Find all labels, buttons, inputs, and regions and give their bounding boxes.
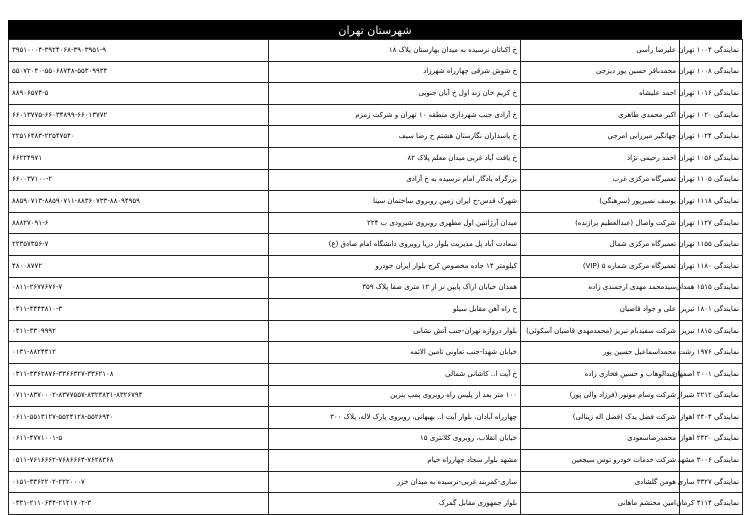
phone-cell: ۶۶۰۰۳۷۱۰۰-۲	[9, 169, 269, 191]
name-cell: امین محتشم ماهانی	[521, 493, 680, 515]
phone-cell: ۰۳۱۱-۳۳۶۲۸۷۶-۳۳۶۶۳۲۷-۳۳۶۲۱۰۸	[9, 363, 269, 385]
office-cell: نمایندگی ۱۰۲۴ تهران	[680, 126, 743, 148]
name-cell: احمد علیشاه	[521, 83, 680, 105]
name-cell: اکبر محمدی طاهری	[521, 104, 680, 126]
office-cell: نمایندگی ۲۴۲۰ اهواز	[680, 428, 743, 450]
table-row	[9, 169, 743, 191]
phone-cell: ۰۱۵۱-۳۳۶۲۲۰۲-۲۲۲۰۰۰۷	[9, 471, 269, 493]
phone-cell: ۸۸۸۲۷۰۹۱-۶	[9, 212, 269, 234]
name-cell: شرکت سفیدبام تبریز (محمدمهدی قاضیان آسکوئی)	[521, 320, 680, 342]
office-cell: نمایندگی ۱۹۷۶ رشت	[680, 342, 743, 364]
table-title	[8, 20, 742, 39]
address-cell: بلوار جمهوری مقابل گمرک	[269, 493, 521, 515]
name-cell: علی و جواد قاضیان	[521, 299, 680, 321]
table-body	[9, 40, 743, 515]
office-cell: نمایندگی ۳۰۰۶ مشهد	[680, 450, 743, 472]
address-cell: مشهد بلوار سجاد چهارراه خیام	[269, 450, 521, 472]
name-cell: تعمیرگاه مرکزی شماره ۵ (VIP)	[521, 255, 680, 277]
phone-cell: ۲۲۵۱۶۴۸۳-۲۲۵۴۷۵۴۰	[9, 126, 269, 148]
address-cell: خ کریم خان زند اول خ آبان جنوبی	[269, 83, 521, 105]
phone-cell: ۶۶۲۲۴۹۷۱	[9, 147, 269, 169]
table-row	[9, 40, 743, 62]
name-cell: تعمیرگاه مرکزی شمال	[521, 234, 680, 256]
office-cell: نمایندگی ۱۱۱۸ تهران	[680, 191, 743, 213]
phone-cell: ۵۵۰۷۲۰۴۰-۵۵۰۶۸۷۴۸-۵۵۳۰۹۹۳۴	[9, 61, 269, 83]
phone-cell: ۳۹۵۱۰۰۰۴-۳۹۲۴۰۶۸-۳۹۰۳۹۵۱-۹	[9, 40, 269, 62]
office-cell: نمایندگی ۲۴۰۴ اهواز	[680, 407, 743, 429]
address-cell: خ پاسداران نگارستان هشتم خ رضا سیف	[269, 126, 521, 148]
address-cell: خیابان انقلاب، روبروی کلانتری ۱۵	[269, 428, 521, 450]
table-row	[9, 234, 743, 256]
table-row	[9, 342, 743, 364]
phone-cell: ۸۸۵۹۰۷۱۳-۸۸۵۹۰۷۱۱-۸۸۳۶۰۷۳۳-۸۸۰۹۴۹۵۹	[9, 191, 269, 213]
name-cell: محمدرضاسعودی	[521, 428, 680, 450]
table-row	[9, 277, 743, 299]
name-cell: هومن گلشادی	[521, 471, 680, 493]
phone-cell: ۰۸۱۱-۲۶۷۷۶۷۶-۷	[9, 277, 269, 299]
address-cell: ۱۰۰ متر بعد از پلیس راه روبروی پمپ بنزین	[269, 385, 521, 407]
name-cell: محمدباقر حسین پور دیزجی	[521, 61, 680, 83]
phone-cell: ۰۴۱۱-۴۴۴۳۸۱۰-۳	[9, 299, 269, 321]
table-row	[9, 363, 743, 385]
phone-cell: ۰۶۱۱-۴۷۷۱۰۰۱-۵	[9, 428, 269, 450]
table-title-text: شهرستان تهران	[338, 24, 412, 37]
name-cell: تعمیرگاه مرکزی غرب	[521, 169, 680, 191]
table-row	[9, 428, 743, 450]
name-cell: جهانگیر میرزایی امرجی	[521, 126, 680, 148]
office-cell: نمایندگی ۱۸۰۱ تبریز	[680, 299, 743, 321]
name-cell: احمد رحیمی نژاد	[521, 147, 680, 169]
table-row	[9, 147, 743, 169]
phone-cell: ۸۸۹۰۶۵۷۴-۵	[9, 83, 269, 105]
address-cell: بلوار دروازه تهران-جنب آتش نشانی	[269, 320, 521, 342]
address-cell: خ اکباتان نرسیده به میدان بهارستان پلاک ۱۸	[269, 40, 521, 62]
name-cell: سیدمحمد مهدی ارجمندی زاده	[521, 277, 680, 299]
office-cell: نمایندگی ۱۵۱۵ همدان	[680, 277, 743, 299]
phone-cell: ۰۵۱۱-۷۶۱۶۶۶۲-۷۶۸۶۶۶۴-۷۶۲۸۳۶۸	[9, 450, 269, 472]
phone-cell: ۶۶۰۱۳۷۷۵-۶۶۰۳۴۸۹۹-۶۶۰۱۳۷۷۲	[9, 104, 269, 126]
phone-cell: ۰۳۴۱-۲۱۱۰۶۴۴-۲۱۲۱۷۰۲-۳	[9, 493, 269, 515]
address-cell: بزرگراه یادگار امام نرسیده به خ آزادی	[269, 169, 521, 191]
address-cell: خ شوش شرقی چهارراه شهرزاد	[269, 61, 521, 83]
address-cell: خیابان شهدا-جنب تعاونی تامین الائمه	[269, 342, 521, 364]
name-cell: علیرضا رأسی	[521, 40, 680, 62]
table-row	[9, 471, 743, 493]
table-row	[9, 450, 743, 472]
office-cell: نمایندگی ۳۳۲۷ ساری	[680, 471, 743, 493]
address-cell: خ یافت آباد غربی میدان معلم پلاک ۸۲	[269, 147, 521, 169]
phone-cell: ۴۸۰۰۸۷۷۲	[9, 255, 269, 277]
phone-cell: ۰۴۱۱-۳۳۰۹۹۹۲	[9, 320, 269, 342]
name-cell: عبدالوهاب و حسین فخاری زاده	[521, 363, 680, 385]
name-cell: شرکت فضل یدک (فضل اله زینالی)	[521, 407, 680, 429]
phone-cell: ۰۶۱۱-۵۵۱۳۱۲۷-۵۵۲۴۱۲۸-۵۵۲۶۹۴۰	[9, 407, 269, 429]
table-row	[9, 385, 743, 407]
name-cell: شرکت واصال (عبدالعظیم برازنده)	[521, 212, 680, 234]
office-cell: نمایندگی ۱۰۵۶ تهران	[680, 147, 743, 169]
table-row	[9, 493, 743, 515]
address-cell: میدان آرژانتین اول مطهری روبروی شیرودی ب ۲۲۴	[269, 212, 521, 234]
name-cell: محمداسماعیل حسین پور	[521, 342, 680, 364]
office-cell: نمایندگی ۱۱۰۵ تهران	[680, 169, 743, 191]
table-row	[9, 407, 743, 429]
office-cell: نمایندگی ۱۰۰۴ تهران	[680, 40, 743, 62]
office-cell: نمایندگی ۱۰۲۰ تهران	[680, 104, 743, 126]
address-cell: خ راه آهن مقابل سیلو	[269, 299, 521, 321]
name-cell: شرکت وسام موتور (فرزاد والی پور)	[521, 385, 680, 407]
office-cell: نمایندگی ۴۱۱۴ کرمان	[680, 493, 743, 515]
office-cell: نمایندگی ۱۰۱۶ تهران	[680, 83, 743, 105]
office-cell: نمایندگی ۱۸۱۵ تبریز	[680, 320, 743, 342]
name-cell: شرکت خدمات خودرو توس سیجعین	[521, 450, 680, 472]
table-row	[9, 61, 743, 83]
table-row	[9, 255, 743, 277]
address-cell: چهارراه آبادان، بلوار آیت ا.. بهبهانی، روبروی پارک لاله، پلاک ۳۰۰	[269, 407, 521, 429]
office-cell: نمایندگی ۱۱۲۷ تهران	[680, 212, 743, 234]
table-row	[9, 104, 743, 126]
name-cell: یوسف نصیرپور (سرهنگی)	[521, 191, 680, 213]
dealers-table	[8, 39, 743, 515]
office-cell: نمایندگی ۱۱۵۵ تهران	[680, 234, 743, 256]
address-cell: سعادت آباد پل مدیریت بلوار دریا روبروی دانشگاه امام صادق (ع)	[269, 234, 521, 256]
office-cell: نمایندگی ۲۰۰۱ اصفهان	[680, 363, 743, 385]
table-row	[9, 320, 743, 342]
phone-cell: ۲۲۳۵۷۳۵۶-۷	[9, 234, 269, 256]
address-cell: کیلومتر ۱۴ جاده مخصوص کرج بلوار ایران خودرو	[269, 255, 521, 277]
table-row	[9, 83, 743, 105]
office-cell: نمایندگی ۱۱۸۰ تهران	[680, 255, 743, 277]
address-cell: خ آیت ا.. کاشانی شمالی	[269, 363, 521, 385]
table-row	[9, 126, 743, 148]
address-cell: ساری-کمربند غربی-نرسیده به میدان خزر	[269, 471, 521, 493]
address-cell: همدان خیابان اراک پایین تر از ۱۲ متری صفا پلاک ۳۵۹	[269, 277, 521, 299]
office-cell: نمایندگی ۲۲۱۲ شیراز	[680, 385, 743, 407]
phone-cell: ۰۱۳۱-۸۸۲۴۴۱۲	[9, 342, 269, 364]
address-cell: شهرک قدس-خ ایران زمین روبروی ساختمان سینا	[269, 191, 521, 213]
office-cell: نمایندگی ۱۰۰۸ تهران	[680, 61, 743, 83]
table-row	[9, 191, 743, 213]
table-row	[9, 212, 743, 234]
phone-cell: ۰۷۱۱-۸۳۷۰۰۰۲-۸۳۷۷۵۵۷-۸۳۲۳۸۳۱-۸۳۲۶۷۹۴	[9, 385, 269, 407]
address-cell: خ آزادی جنب شهرداری منطقه ۱۰ تهران و شرکت زمزم	[269, 104, 521, 126]
table-row	[9, 299, 743, 321]
